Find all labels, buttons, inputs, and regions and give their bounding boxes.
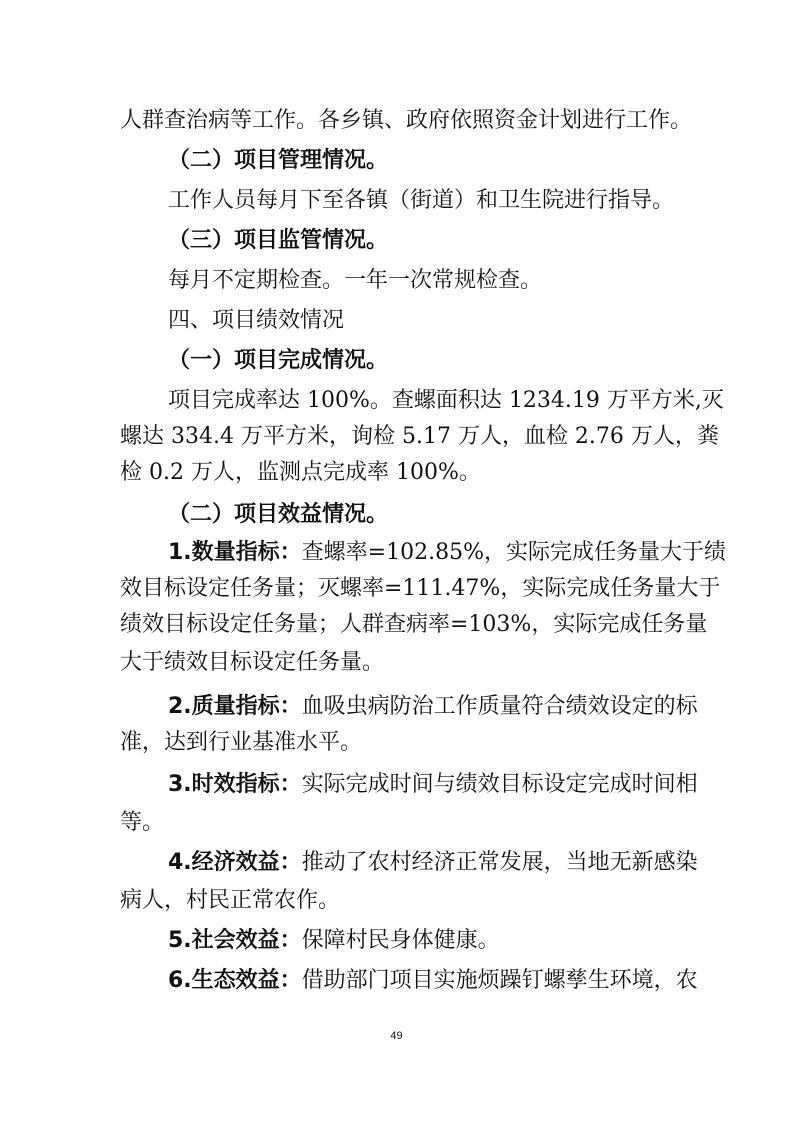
list-item-quality — [168, 692, 698, 722]
list-item-social-benefit — [168, 926, 500, 956]
paragraph-line: 准，达到行业基准水平。 — [120, 730, 363, 755]
subheading-project-supervision: （三）项目监管情况。 — [168, 228, 389, 253]
paragraph-line: 等。 — [120, 810, 165, 835]
paragraph-line: 大于绩效目标设定任务量。 — [120, 650, 385, 675]
paragraph-line: 项目完成率达 100%。查螺面积达 1234.19 万平方米,灭 — [168, 388, 724, 413]
item-text: 借助部门项目实施烦躁钉螺孳生环境，农 — [301, 968, 698, 993]
item-text: 保障村民身体健康。 — [301, 928, 500, 953]
subheading-project-management: （二）项目管理情况。 — [168, 148, 389, 173]
paragraph-line: 绩效目标设定任务量；人群查病率=103%，实际完成任务量 — [120, 612, 708, 637]
list-item-timeliness — [168, 770, 698, 800]
item-text: 查螺率=102.85%，实际完成任务量大于绩 — [301, 540, 726, 565]
list-item-quantity — [168, 538, 726, 568]
item-label: 1.数量指标： — [168, 540, 302, 565]
paragraph-line: 病人，村民正常农作。 — [120, 888, 341, 913]
item-text: 血吸虫病防治工作质量符合绩效设定的标 — [301, 694, 698, 719]
paragraph-line: 人群查治病等工作。各乡镇、政府依照资金计划进行工作。 — [120, 108, 693, 133]
item-text: 推动了农村经济正常发展，当地无新感染 — [301, 850, 698, 875]
item-label: 2.质量指标： — [168, 694, 302, 719]
list-item-economic-benefit — [168, 848, 698, 878]
item-label: 5.社会效益： — [168, 928, 302, 953]
page-number: 49 — [390, 1030, 403, 1042]
paragraph-line: 每月不定期检查。一年一次常规检查。 — [168, 268, 543, 293]
item-label: 4.经济效益： — [168, 850, 302, 875]
subheading-project-benefit: （二）项目效益情况。 — [168, 502, 389, 527]
subheading-project-completion: （一）项目完成情况。 — [168, 348, 389, 373]
section-heading-performance: 四、项目绩效情况 — [168, 308, 345, 333]
item-text: 实际完成时间与绩效目标设定完成时间相 — [301, 772, 698, 797]
paragraph-line: 检 0.2 万人，监测点完成率 100%。 — [120, 460, 481, 485]
paragraph-line: 工作人员每月下至各镇（街道）和卫生院进行指导。 — [168, 188, 675, 213]
item-label: 3.时效指标： — [168, 772, 302, 797]
paragraph-line: 效目标设定任务量；灭螺率=111.47%，实际完成任务量大于 — [120, 576, 721, 601]
paragraph-line: 螺达 334.4 万平方米，询检 5.17 万人，血检 2.76 万人，粪 — [120, 424, 719, 449]
list-item-ecological-benefit — [168, 966, 698, 996]
item-label: 6.生态效益： — [168, 968, 302, 993]
